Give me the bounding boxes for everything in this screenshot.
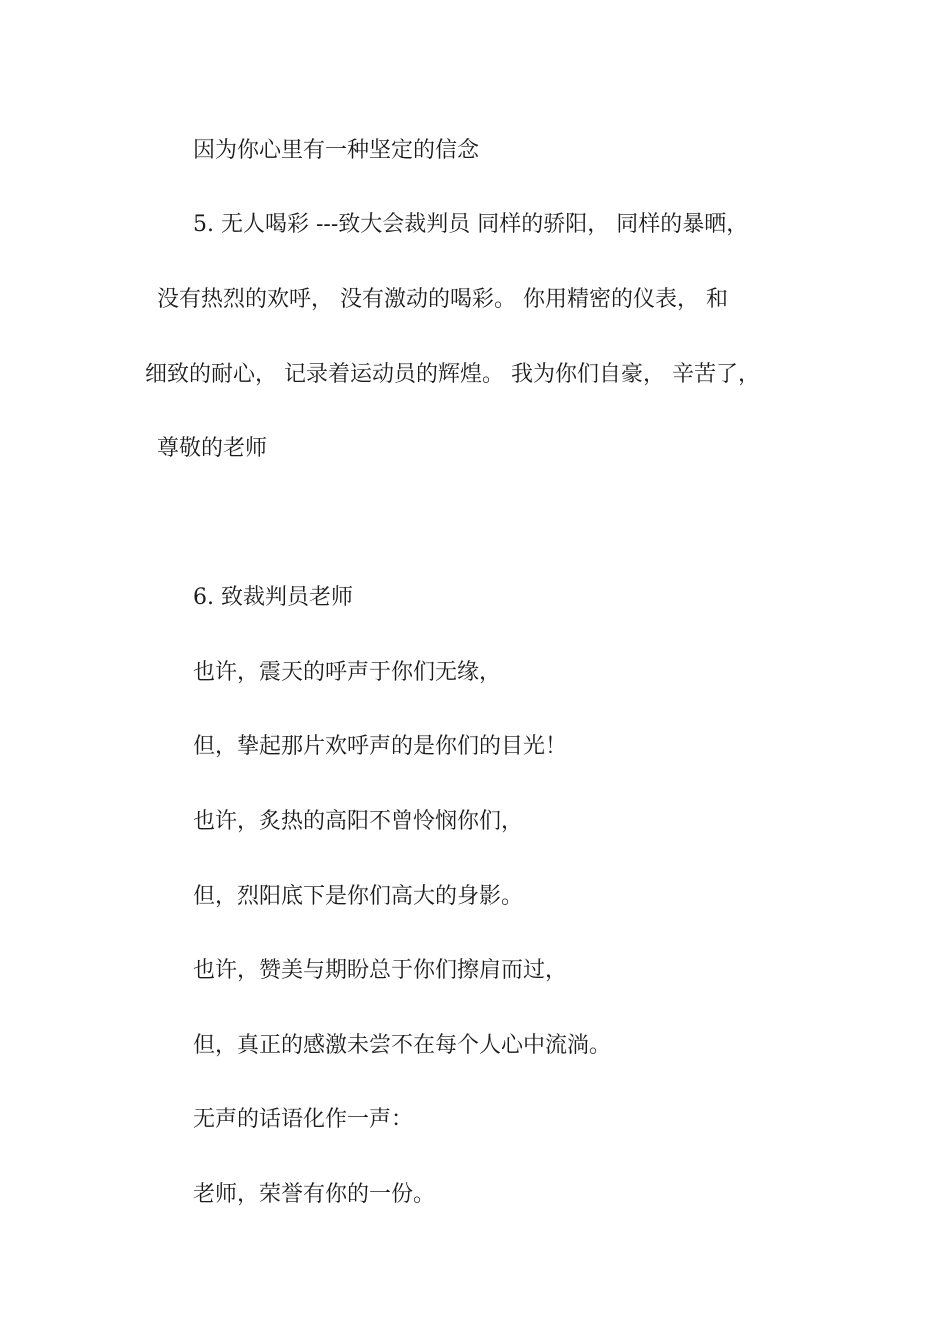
section-heading-5: 5. 无人喝彩 ---致大会裁判员 同样的骄阳， 同样的暴晒，: [193, 212, 749, 237]
poem-line: 老师，荣誉有你的一份。: [193, 1182, 436, 1207]
poem-line: 也许，炙热的高阳不曾怜悯你们，: [193, 809, 524, 834]
paragraph-line: 因为你心里有一种坚定的信念: [193, 138, 480, 163]
paragraph-line: 没有热烈的欢呼， 没有激动的喝彩。 你用精密的仪表， 和: [157, 287, 728, 312]
poem-line: 但，真正的感激未尝不在每个人心中流淌。: [193, 1033, 612, 1058]
poem-line: 但，烈阳底下是你们高大的身影。: [193, 884, 524, 909]
paragraph-line: 尊敬的老师: [157, 436, 268, 461]
poem-line: 也许，赞美与期盼总于你们擦肩而过，: [193, 958, 568, 983]
poem-line: 但，挚起那片欢呼声的是你们的目光！: [193, 734, 568, 759]
paragraph-line: 细致的耐心， 记录着运动员的辉煌。 我为你们自豪， 辛苦了，: [145, 362, 760, 387]
poem-line: 也许，震天的呼声于你们无缘，: [193, 660, 502, 685]
poem-line: 无声的话语化作一声：: [193, 1107, 414, 1132]
section-heading-6: 6. 致裁判员老师: [193, 585, 353, 610]
